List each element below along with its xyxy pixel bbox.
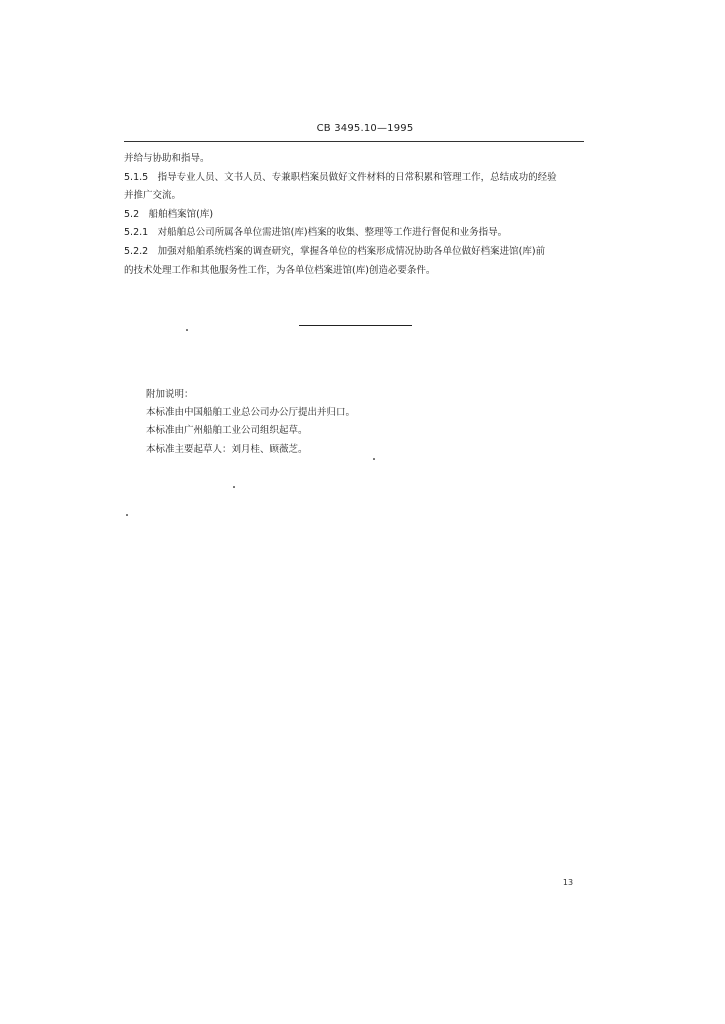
scan-speck [373,458,375,460]
scan-speck [126,514,128,516]
notes-title: 附加说明： [146,389,194,400]
end-of-text-rule [299,325,412,326]
notes-line: 本标准由广州船舶工业公司组织起草。 [146,425,308,437]
standard-code-header: CB 3495.10—1995 [316,123,414,134]
clause-5-1-5: 5.1.5 指导专业人员、文书人员、专兼职档案员做好文件材料的日常积累和管理工作，总结成功的经验 [124,171,557,183]
page-number: 13 [562,878,574,887]
notes-line: 本标准主要起草人：刘月桂、顾薇芝。 [146,443,308,455]
notes-line: 本标准由中国船舶工业总公司办公厅提出并归口。 [146,407,356,419]
scan-speck [186,329,188,331]
body-text [124,150,586,280]
additional-notes [146,386,406,459]
scan-speck [233,486,235,488]
section-5-2-heading: 5.2 船舶档案馆(库) [124,208,214,220]
header-rule [124,141,584,142]
clause-5-2-1: 5.2.1 对船舶总公司所属各单位需进馆(库)档案的收集、整理等工作进行督促和业务指导。 [124,227,508,239]
clause-5-2-2: 5.2.2 加强对船舶系统档案的调查研究，掌握各单位的档案形成情况协助各单位做好档案进馆(库)前 [124,245,546,257]
body-line: 并给与协助和指导。 [124,153,210,164]
body-line: 并推广交流。 [124,190,182,202]
body-line: 的技术处理工作和其他服务性工作，为各单位档案进馆(库)创造必要条件。 [124,264,436,276]
